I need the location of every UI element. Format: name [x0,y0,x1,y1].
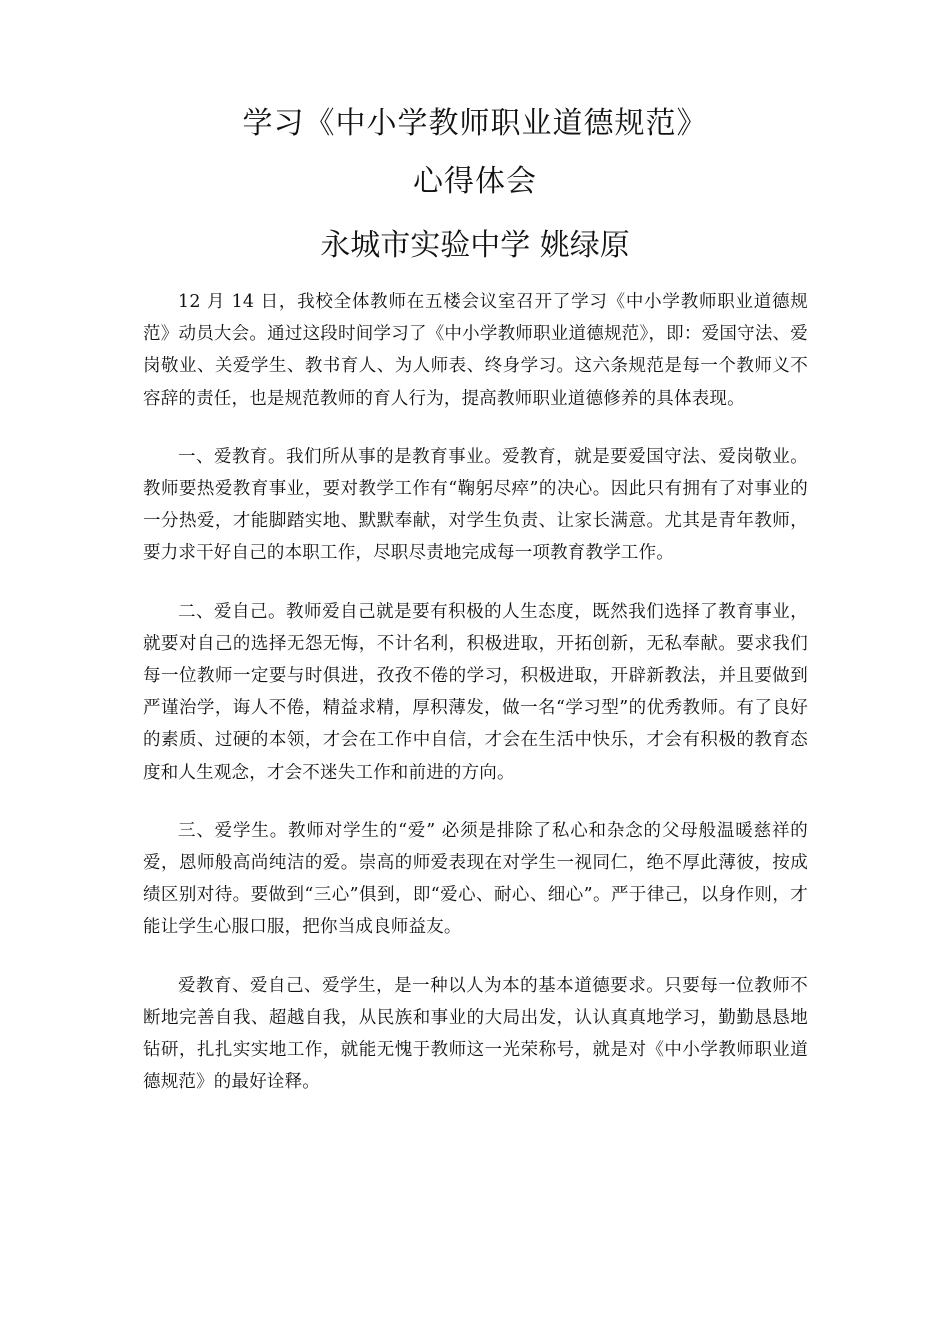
document-title: 学习《中小学教师职业道德规范》 [242,106,708,141]
document-body [143,286,808,1124]
paragraph-conclusion: 爱教育、爱自己、爱学生，是一种以人为本的基本道德要求。只要每一位教师不断地完善自我、超越自我，从民族和事业的大局出发，认认真真地学习，勤勤恳恳地钻研，扎扎实实地工作，就能无愧于教师这一光荣称号，就是对《中小学教师职业道德规范》的最好诠释。 [143,975,808,1093]
author-line: 永城市实验中学 姚绿原 [320,228,630,263]
title-block [0,96,950,274]
paragraph-intro: 12 月 14 日，我校全体教师在五楼会议室召开了学习《中小学教师职业道德规范》动员大会。通过这段时间学习了《中小学教师职业道德规范》，即：爱国守法、爱岗敬业、关爱学生、教书育人、为人师表、终身学习。这六条规范是每一个教师义不容辞的责任，也是规范教师的育人行为，提高教师职业道德修养的具体表现。 [143,292,808,409]
document-subtitle: 心得体会 [413,164,537,199]
paragraph-love-students: 三、爱学生。教师对学生的“爱” 必须是排除了私心和杂念的父母般温暖慈祥的爱，恩师般高尚纯洁的爱。崇高的师爱表现在对学生一视同仁，绝不厚此薄彼，按成绩区别对待。要做到“三心”俱到，即“爱心、耐心、细心”。严于律己，以身作则，才能让学生心服口服，把你当成良师益友。 [143,820,808,938]
paragraph-love-education: 一、爱教育。我们所从事的是教育事业。爱教育，就是要爱国守法、爱岗敬业。教师要热爱教育事业，要对教学工作有“鞠躬尽瘁”的决心。因此只有拥有了对事业的一分热爱，才能脚踏实地、默默奉献，对学生负责、让家长满意。尤其是青年教师，要力求干好自己的本职工作，尽职尽责地完成每一项教育教学工作。 [143,446,808,564]
paragraph-love-self: 二、爱自己。教师爱自己就是要有积极的人生态度，既然我们选择了教育事业，就要对自己的选择无怨无悔，不计名利，积极进取，开拓创新，无私奉献。要求我们每一位教师一定要与时俱进，孜孜不倦的学习，积极进取，开辟新教法，并且要做到严谨治学，诲人不倦，精益求精，厚积薄发，做一名“学习型”的优秀教师。有了良好的素质、过硬的本领，才会在工作中自信，才会在生活中快乐，才会有积极的教育态度和人生观念，才会不迷失工作和前进的方向。 [143,601,808,783]
